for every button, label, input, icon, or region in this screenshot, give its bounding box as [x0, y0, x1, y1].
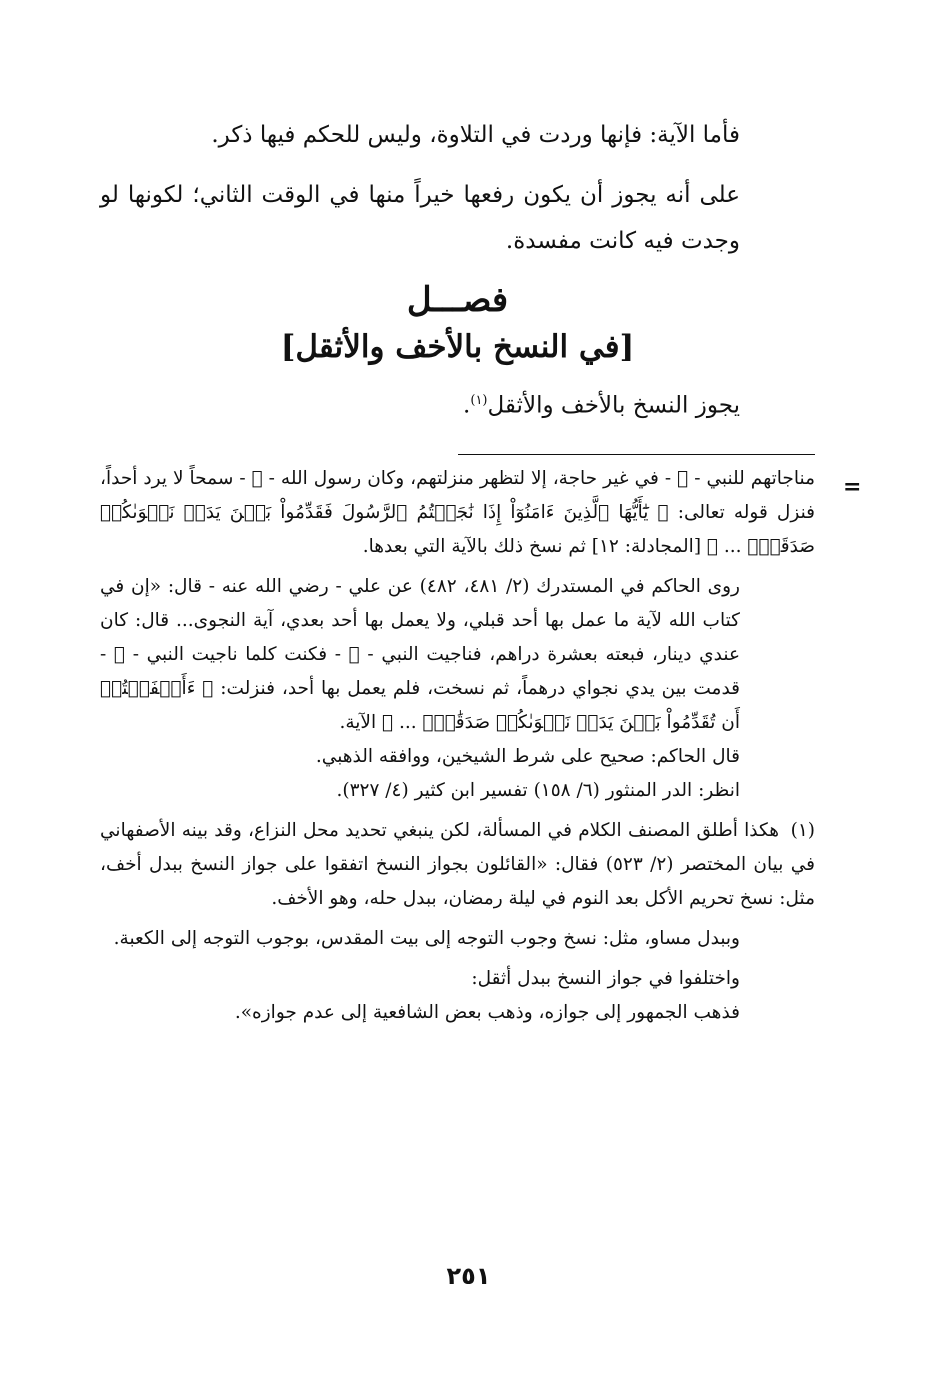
page-number: ٢٥١ [446, 1262, 491, 1290]
footnote-references: انظر: الدر المنثور (٦/ ١٥٨) تفسير ابن كثير (٤/ ٣٢٧). [336, 780, 740, 801]
section-subheading: [في النسخ بالأخف والأثقل] [280, 329, 635, 365]
footnote-continued-paragraph: مناجاتهم للنبي - ﷺ - في غير حاجة، إلا لتظهر منزلتهم، وكان رسول الله - ﷺ - سمحاً لا يرد أحداً، فنزل قوله تعالى: ﴿ يَٰٓأَيُّهَا ٱلَّذِينَ ءَامَنُوٓاْ إِذَا نَٰجَيۡتُمُ ٱلرَّسُولَ فَقَدِّمُواْ بَيۡنَ يَدَيۡ نَجۡوَىٰكُمۡ صَدَقَةٗۚ ... ﴾ [المجادلة: ١٢] ثم نسخ ذلك بالآية التي بعدها. [100, 468, 815, 557]
footnote-hakim-narration: روى الحاكم في المستدرك (٢/ ٤٨١، ٤٨٢) عن علي - رضي الله عنه - قال: «إن في كتاب الله لآية ما عمل بها أحد قبلي، ولا يعمل بها أحد بعدي، آية النجوى... قال: كان عندي دينار، فبعته بعشرة دراهم، فناجيت النبي - ﷺ - فكنت كلما ناجيت النبي - ﷺ - قدمت بين يدي نجواي درهماً، ثم نسخت، فلم يعمل بها أحد، فنزلت: ﴿ ءَأَشۡفَقۡتُمۡ أَن تُقَدِّمُواْ بَيۡنَ يَدَيۡ نَجۡوَىٰكُمۡ صَدَقَٰتٖۚ ... ﴾ الآية. [100, 576, 740, 733]
footnote-1-heavier-dispute: واختلفوا في جواز النسخ ببدل أثقل: [471, 968, 740, 989]
footnote-number: (١) [790, 820, 815, 841]
paragraph-verse-reading: فأما الآية: فإنها وردت في التلاوة، وليس للحكم فيها ذكر. [211, 122, 740, 148]
footnotes-section [100, 462, 815, 1030]
footnote-1-majority-view: فذهب الجمهور إلى جوازه، وذهب بعض الشافعية إلى عدم جوازه». [234, 1002, 740, 1023]
section-heading: فصـــل [406, 280, 509, 320]
footnote-1-text: هكذا أطلق المصنف الكلام في المسألة، لكن ينبغي تحديد محل النزاع، وقد بينه الأصفهاني في بيان المختصر (٢/ ٥٢٣) فقال: «القائلون بجواز النسخ اتفقوا على جواز النسخ ببدل أخف، مثل: نسخ تحريم الأكل بعد النوم في ليلة رمضان، ببدل حله، وهو الأخف. [100, 820, 815, 909]
footnote-1-equal-substitute: وببدل مساو، مثل: نسخ وجوب التوجه إلى بيت المقدس، بوجوب التوجه إلى الكعبة. [113, 928, 740, 949]
paragraph-abrogation-lighter-heavier [100, 378, 815, 429]
paragraph-end: . [463, 392, 471, 419]
paragraph-abrogation-benefit: على أنه يجوز أن يكون رفعها خيراً منها في الوقت الثاني؛ لكونها لو وجدت فيه كانت مفسدة. [100, 182, 740, 254]
main-text [100, 112, 815, 429]
footnote-divider [458, 454, 815, 455]
footnote-continuation-mark: = [843, 474, 862, 500]
footnote-1 [100, 814, 815, 916]
footnote-hakim-grading: قال الحاكم: صحيح على شرط الشيخين، ووافقه الذهبي. [315, 746, 740, 767]
footnote-reference: (١) [470, 393, 488, 408]
paragraph-text: يجوز النسخ بالأخف والأثقل [487, 392, 740, 419]
